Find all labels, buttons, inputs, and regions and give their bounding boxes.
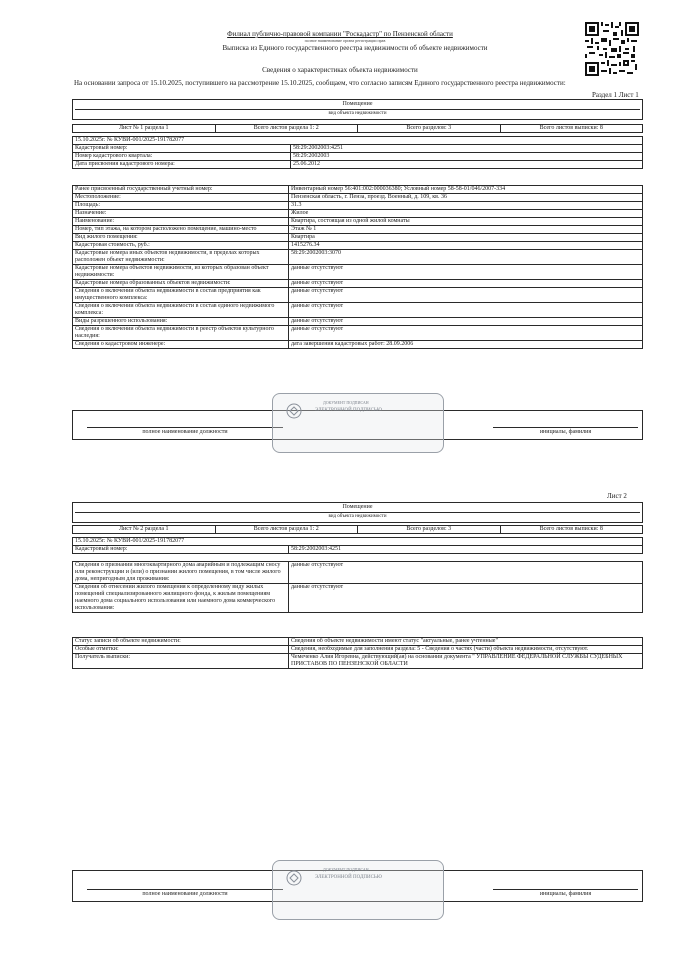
row-label: Местоположение: (73, 194, 289, 202)
sections-total: Всего разделов: 3 (358, 526, 501, 534)
row-value: Сведения, необходимые для заполнения раздела: 5 - Сведения о частях (части) объекта недвижимости, отсутствуют. (289, 646, 643, 654)
row-label: Площадь: (73, 202, 289, 210)
object-type: Помещение (342, 101, 373, 107)
row-value: 25.06.2012 (291, 161, 643, 169)
emblem-icon (285, 869, 303, 887)
row-label: Наименование: (73, 218, 289, 226)
emblem-icon (285, 402, 303, 420)
signature-name-caption: инициалы, фамилия (539, 891, 592, 897)
row-value: 58:29:2002003:4251 (291, 145, 643, 153)
sheet-info-row-2 (72, 525, 643, 534)
section-title: Сведения о характеристиках объекта недвижимости (262, 66, 418, 74)
row-value: данные отсутствуют (289, 280, 643, 288)
table-row (73, 638, 643, 646)
table-row (73, 234, 643, 242)
electronic-signature-stamp (272, 393, 444, 453)
row-label: Дата присвоения кадастрового номера: (73, 161, 291, 169)
row-label: Кадастровые номера иных объектов недвижимости, в пределах которых расположен объект недвижимости: (73, 250, 289, 265)
sections-total: Всего разделов: 3 (358, 125, 501, 133)
signature-position-caption: полное наименование должности (142, 429, 228, 435)
table-row (73, 303, 643, 318)
page2-status-table (72, 637, 643, 669)
row-label: Сведения о включении объекта недвижимости в реестр объектов культурного наследия: (73, 326, 289, 341)
row-label: Сведения об отнесении жилого помещения к определенному виду жилых помещений специализированного жилищного фонда, к жилым помещениям наемного дома социального использования или наемного дома коммерческого использования: (73, 584, 289, 613)
table-row (73, 584, 643, 613)
org-caption: полное наименование органа регистрации прав (304, 38, 386, 43)
table-row (73, 546, 643, 554)
table-row (73, 318, 643, 326)
row-value: данные отсутствуют (289, 303, 643, 318)
table-row (73, 326, 643, 341)
table-row (73, 145, 643, 153)
table-row (73, 218, 643, 226)
table-row (73, 562, 643, 584)
row-label: Кадастровые номера объектов недвижимости, из которых образован объект недвижимости: (73, 265, 289, 280)
row-label: Назначение: (73, 210, 289, 218)
row-value: Пензенская область, г. Пенза, проезд. Военный, д. 109, кв. 36 (289, 194, 643, 202)
row-value: Чемеченко Алия Игоревна, действующий(ая) на основании документа " УПРАВЛЕНИЕ ФЕДЕРАЛЬНОЙ СЛУЖБЫ СУДЕБНЫХ ПРИСТАВОВ ПО ПЕНЗЕНСКОЙ ОБЛАСТИ (289, 654, 643, 669)
row-label: Виды разрешенного использования: (73, 318, 289, 326)
object-type: Помещение (342, 504, 373, 510)
section-sheet-label: Раздел 1 Лист 1 (592, 91, 639, 99)
row-label: Кадастровая стоимость, руб.: (73, 242, 289, 250)
sheet-number: Лист № 2 раздела 1 (73, 526, 216, 534)
table-row (73, 210, 643, 218)
row-label: Сведения о кадастровом инженере: (73, 341, 289, 349)
row-value: Инвентарный номер 56:401:002:000036380; Условный номер 58-58-01/046/2007-334 (289, 186, 643, 194)
row-value: данные отсутствуют (289, 326, 643, 341)
table-row (73, 265, 643, 280)
request-reference: 15.10.2025г. № КУВИ-001/2025-191782077 (73, 538, 643, 546)
table-row (73, 280, 643, 288)
object-type-box-2 (72, 502, 643, 523)
row-value: Этаж № 1 (289, 226, 643, 234)
row-value: данные отсутствуют (289, 584, 643, 613)
row-value: 58:29:2002003:3070 (289, 250, 643, 265)
object-type-box (72, 99, 643, 120)
table-row (73, 153, 643, 161)
signature-position-caption: полное наименование должности (142, 891, 228, 897)
row-value: данные отсутствуют (289, 288, 643, 303)
row-value: данные отсутствуют (289, 562, 643, 584)
object-type-caption: вид объекта недвижимости (328, 514, 387, 519)
table-row (73, 250, 643, 265)
row-value: данные отсутствуют (289, 318, 643, 326)
row-label: Особые отметки: (73, 646, 289, 654)
row-label: Получатель выписки: (73, 654, 289, 669)
table-row (73, 288, 643, 303)
signature-name-caption: инициалы, фамилия (539, 429, 592, 435)
row-value: 58:29:2002003:4251 (289, 546, 643, 554)
sheets-in-section: Всего листов раздела 1: 2 (215, 125, 358, 133)
table-row (73, 202, 643, 210)
row-label: Сведения о включении объекта недвижимости в состав предприятия как имущественного комплекса: (73, 288, 289, 303)
row-value: 31.3 (289, 202, 643, 210)
stamp-line-2: ЭЛЕКТРОННОЙ ПОДПИСЬЮ (315, 875, 382, 880)
sheet2-label: Лист 2 (607, 492, 627, 500)
sheet-info-row (72, 124, 643, 133)
stamp-line-2: ЭЛЕКТРОННОЙ ПОДПИСЬЮ (315, 408, 382, 413)
row-value: 1415276.34 (289, 242, 643, 250)
row-value: Жилое (289, 210, 643, 218)
stamp-line-1: ДОКУМЕНТ ПОДПИСАН (323, 867, 369, 872)
row-value: дата завершения кадастровых работ: 28.09.2006 (289, 341, 643, 349)
row-label: Кадастровые номера образованных объектов недвижимости: (73, 280, 289, 288)
row-label: Ранее присвоенный государственный учетный номер: (73, 186, 289, 194)
top-data-table (72, 136, 643, 169)
page2-top-table (72, 537, 643, 554)
table-row (73, 646, 643, 654)
stamp-line-1: ДОКУМЕНТ ПОДПИСАН (323, 400, 369, 405)
sheets-total: Всего листов выписки: 8 (500, 125, 643, 133)
characteristics-table (72, 185, 643, 349)
org-title: Филиал публично-правовой компании "Роскадастр" по Пензенской области (227, 30, 453, 38)
request-reference: 15.10.2025г. № КУВИ-001/2025-191782077 (73, 137, 643, 145)
row-label: Номер, тип этажа, на котором расположено помещение, машино-место (73, 226, 289, 234)
row-label: Сведения о включении объекта недвижимости в состав единого недвижимого комплекса: (73, 303, 289, 318)
sheets-total: Всего листов выписки: 8 (500, 526, 643, 534)
request-line: На основании запроса от 15.10.2025, поступившего на рассмотрение 15.10.2025, сообщаем, что согласно записям Единого государственного реестра недвижимости: (74, 79, 566, 87)
row-label: Кадастровый номер: (73, 546, 289, 554)
table-row (73, 226, 643, 234)
row-label: Статус записи об объекте недвижимости: (73, 638, 289, 646)
table-row (73, 161, 643, 169)
sheets-in-section: Всего листов раздела 1: 2 (215, 526, 358, 534)
electronic-signature-stamp-2 (272, 860, 444, 920)
row-value: 58:29:2002003 (291, 153, 643, 161)
row-value: Квартира (289, 234, 643, 242)
page2-housing-table (72, 561, 643, 613)
table-row (73, 654, 643, 669)
table-row (73, 186, 643, 194)
row-label: Номер кадастрового квартала: (73, 153, 291, 161)
row-value: Сведения об объекте недвижимости имеют статус "актуальные, ранее учтенные" (289, 638, 643, 646)
qr-code-icon (585, 22, 639, 76)
sheet-number: Лист № 1 раздела 1 (73, 125, 216, 133)
table-row (73, 341, 643, 349)
object-type-caption: вид объекта недвижимости (328, 111, 387, 116)
row-value: данные отсутствуют (289, 265, 643, 280)
row-value: Квартира, состоящая из одной жилой комнаты (289, 218, 643, 226)
table-row (73, 242, 643, 250)
document-title: Выписка из Единого государственного реестра недвижимости об объекте недвижимости (222, 44, 488, 52)
row-label: Сведения о признании многоквартирного дома аварийным и подлежащим сносу или реконструкции и (или) о признании жилого помещения, в том числе жилого дома, непригодным для проживания: (73, 562, 289, 584)
row-label: Вид жилого помещения: (73, 234, 289, 242)
row-label: Кадастровый номер: (73, 145, 291, 153)
table-row (73, 194, 643, 202)
